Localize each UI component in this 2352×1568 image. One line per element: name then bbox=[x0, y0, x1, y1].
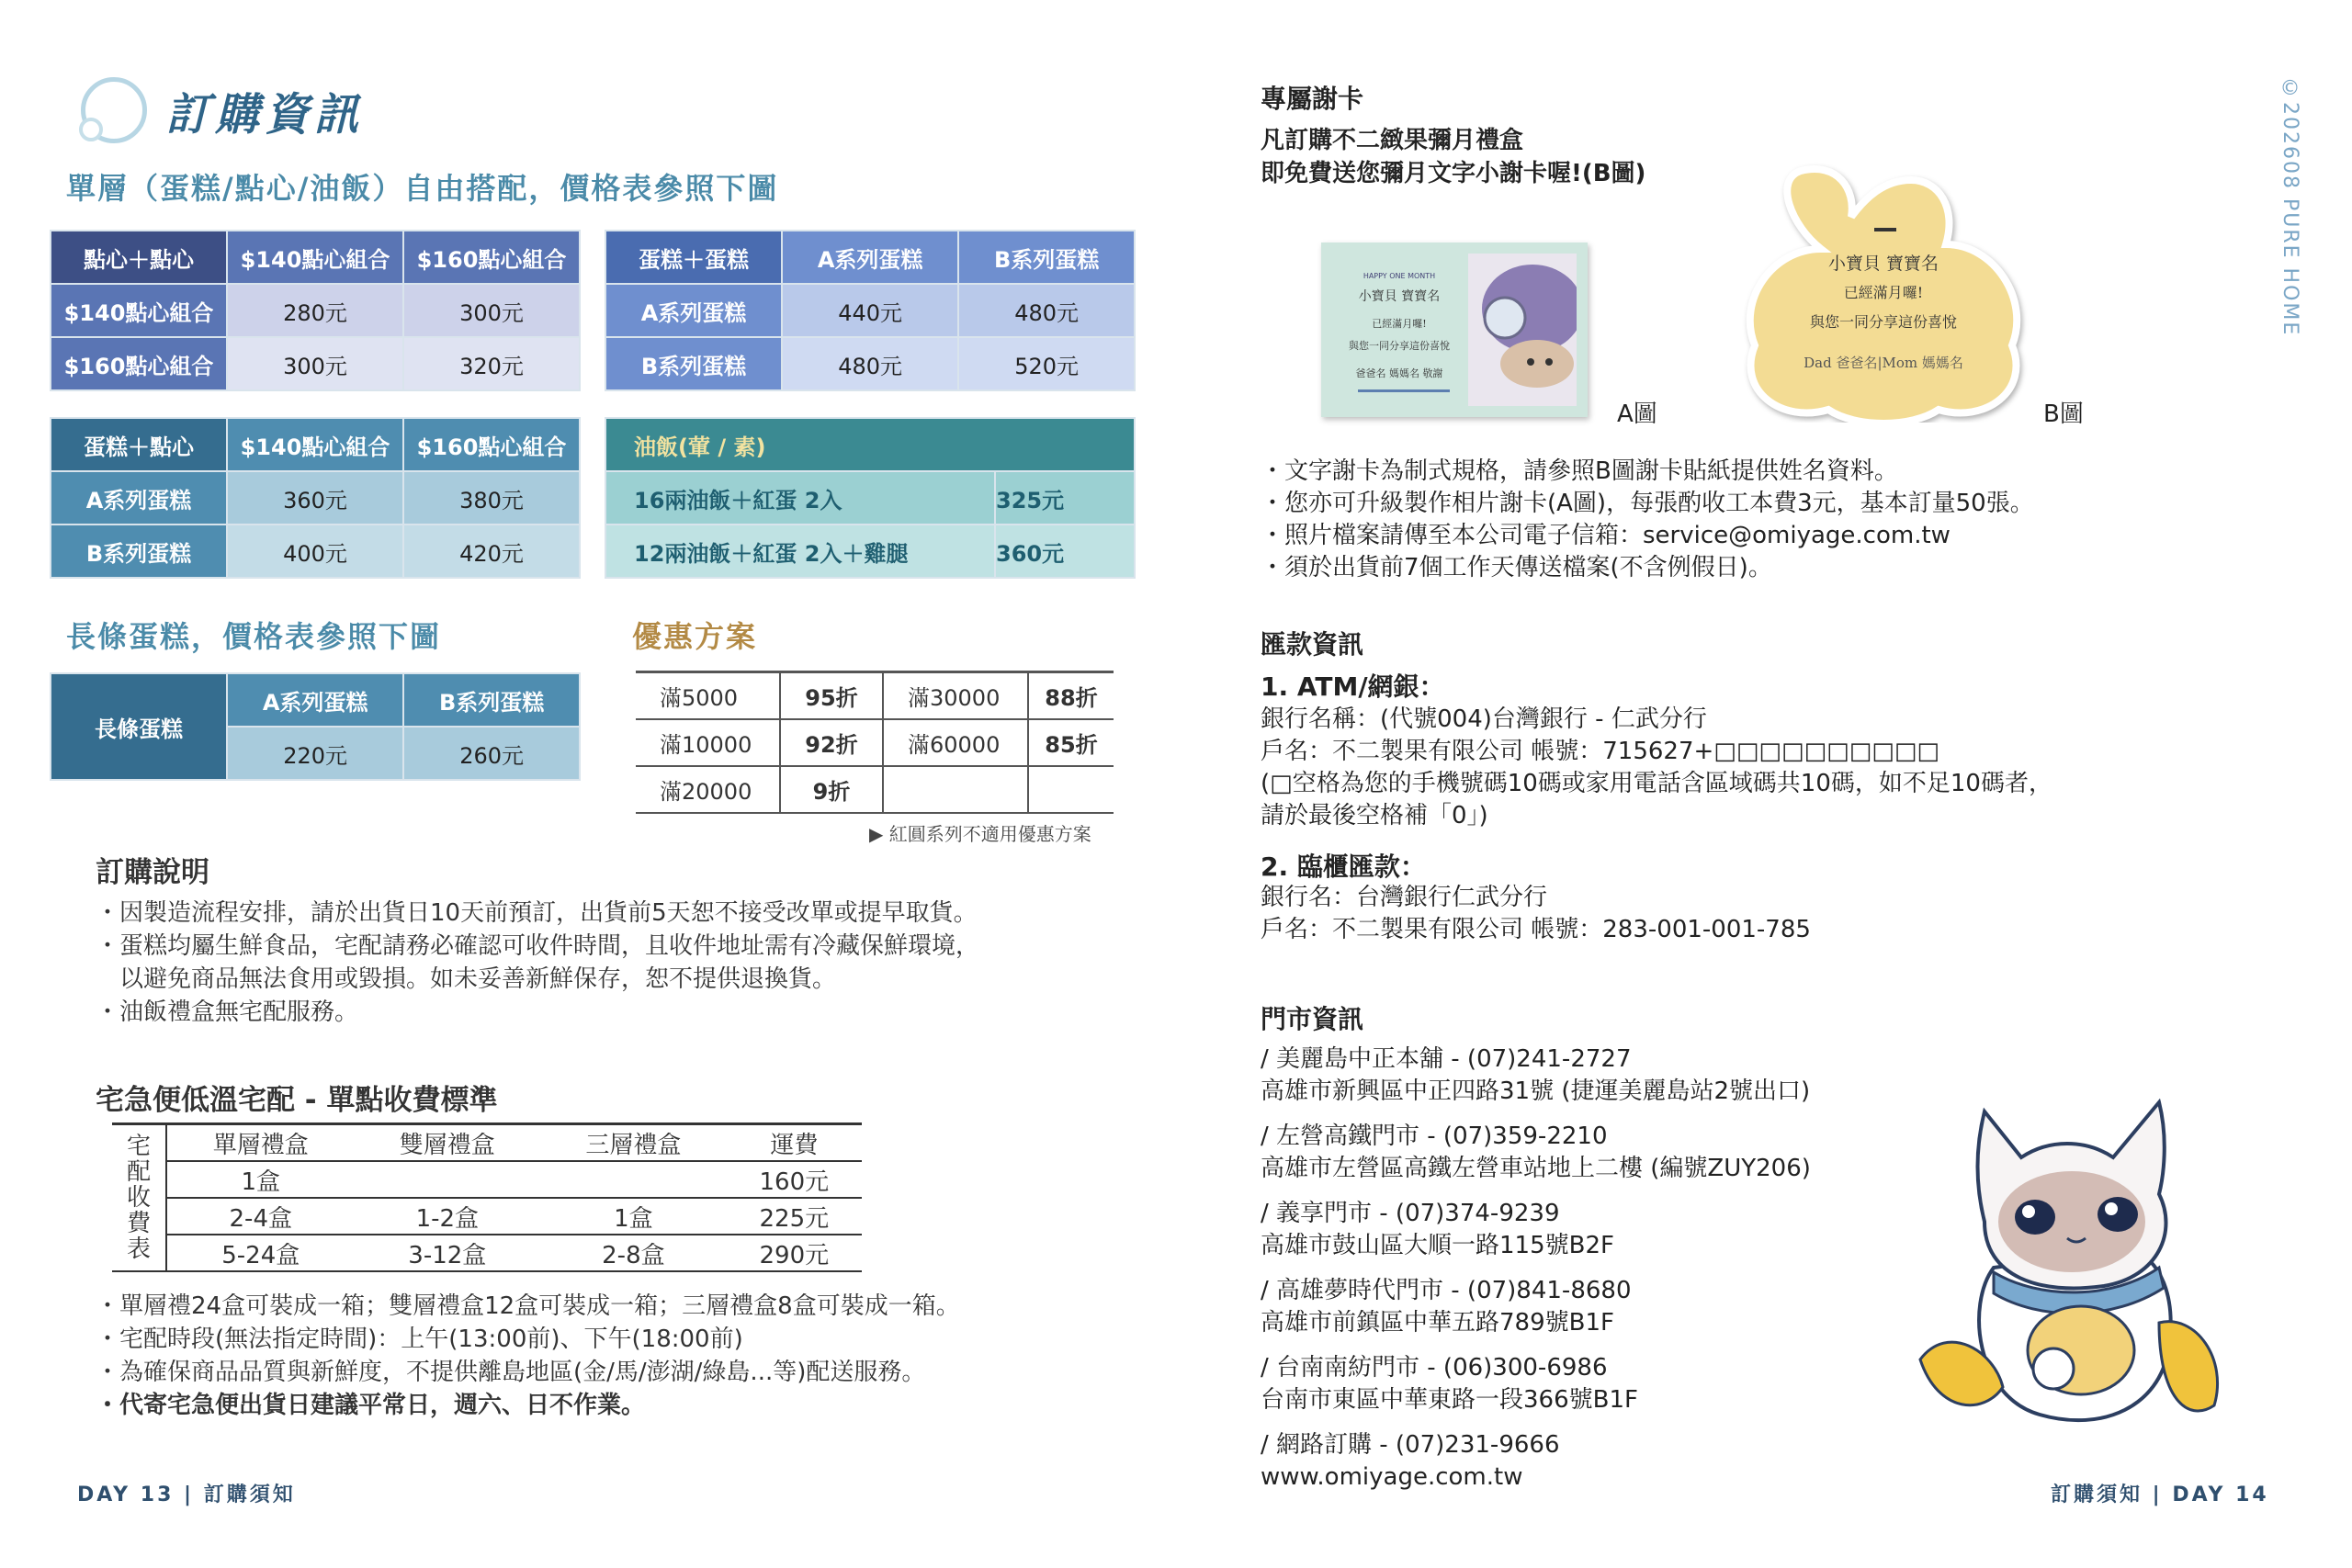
delivery-cell: 2-4盒 bbox=[166, 1198, 355, 1235]
card-a-line: 已經滿月囉! bbox=[1372, 318, 1427, 330]
table-header: $140點心組合 bbox=[227, 231, 403, 284]
price-cell: 480元 bbox=[958, 284, 1135, 337]
page-title: 訂購資訊 bbox=[165, 89, 365, 141]
discount-heading: 優惠方案 bbox=[632, 619, 758, 654]
discount-threshold: 滿30000 bbox=[883, 672, 1028, 720]
counter-line: 戶名：不二製果有限公司 帳號：283-001-001-785 bbox=[1261, 916, 1811, 943]
counter-details bbox=[1261, 882, 1811, 946]
oil-rice-table bbox=[605, 417, 1136, 579]
photo-card-a bbox=[1321, 243, 1588, 417]
store-name: / 左營高鐵門市 - (07)359-2210 bbox=[1261, 1122, 1608, 1150]
card-a-line: 爸爸名 媽媽名 敬謝 bbox=[1355, 367, 1443, 379]
copyright-vertical: ©202608 PURE HOME bbox=[2278, 77, 2301, 337]
long-cake-heading: 長條蛋糕，價格表參照下圖 bbox=[66, 619, 442, 654]
discount-threshold: 滿10000 bbox=[636, 719, 780, 766]
label-a: A圖 bbox=[1617, 400, 1657, 428]
row-label: $160點心組合 bbox=[51, 337, 227, 390]
price-cell: 480元 bbox=[782, 337, 958, 390]
left-footer: DAY 13 | 訂購須知 bbox=[77, 1483, 296, 1506]
price-cell: 520元 bbox=[958, 337, 1135, 390]
delivery-cell: 225元 bbox=[727, 1198, 862, 1235]
atm-line: (□空格為您的手機號碼10碼或家用電話含區域碼共10碼，如不足10碼者， bbox=[1261, 770, 2052, 797]
store-item bbox=[1261, 1198, 1811, 1262]
price-cell: 380元 bbox=[403, 471, 580, 525]
list-item: 以避免商品無法食用或毀損。如未妥善新鮮保存，恕不提供退換貨。 bbox=[119, 965, 837, 993]
price-cell: 420元 bbox=[403, 525, 580, 578]
counter-title: 2. 臨櫃匯款： bbox=[1261, 852, 1426, 882]
store-item bbox=[1261, 1275, 1811, 1339]
order-heading: 訂購說明 bbox=[96, 856, 209, 889]
list-item: ・單層禮24盒可裝成一箱；雙層禮盒12盒可裝成一箱；三層禮盒8盒可裝成一箱。 bbox=[96, 1292, 960, 1320]
table-header: $160點心組合 bbox=[403, 231, 580, 284]
delivery-col-header: 單層禮盒 bbox=[166, 1124, 355, 1162]
atm-line: 銀行名稱：(代號004)台灣銀行 - 仁武分行 bbox=[1261, 705, 1707, 733]
delivery-cell: 3-12盒 bbox=[355, 1235, 541, 1271]
delivery-cell: 5-24盒 bbox=[166, 1235, 355, 1271]
discount-table bbox=[636, 671, 1114, 814]
price-cell: 320元 bbox=[403, 337, 580, 390]
price-cell: 260元 bbox=[403, 727, 580, 780]
table-header: $140點心組合 bbox=[227, 418, 403, 471]
card-a-name: 小寶貝 寶寶名 bbox=[1358, 289, 1441, 304]
side-char: 費 bbox=[126, 1210, 151, 1237]
discount-rate: 88折 bbox=[1028, 672, 1114, 720]
discount-rate: 85折 bbox=[1028, 719, 1114, 766]
card-a-divider bbox=[1358, 389, 1450, 392]
store-list bbox=[1261, 1043, 1811, 1494]
table-header: 蛋糕＋蛋糕 bbox=[605, 231, 782, 284]
side-char: 表 bbox=[126, 1235, 151, 1263]
table-header: $160點心組合 bbox=[403, 418, 580, 471]
discount-note: ▶ 紅圓系列不適用優惠方案 bbox=[869, 823, 1091, 845]
discount-threshold bbox=[883, 766, 1028, 813]
store-address: 高雄市新興區中正四路31號 (捷運美麗島站2號出口) bbox=[1261, 1077, 1811, 1105]
cat-photo-image bbox=[1468, 254, 1577, 406]
delivery-heading: 宅急便低溫宅配 - 單點收費標準 bbox=[96, 1084, 498, 1117]
row-label: 長條蛋糕 bbox=[51, 673, 227, 780]
list-item: ・須於出貨前7個工作天傳送檔案(不含例假日)。 bbox=[1261, 554, 1772, 581]
card-a-small: HAPPY ONE MONTH bbox=[1363, 272, 1436, 280]
store-address: 高雄市左營區高鐵左營車站地上二樓 (編號ZUY206) bbox=[1261, 1155, 1811, 1182]
store-address: 台南市東區中華東路一段366號B1F bbox=[1261, 1386, 1638, 1414]
store-name: / 美麗島中正本舖 - (07)241-2727 bbox=[1261, 1045, 1632, 1073]
atm-line: 戶名：不二製果有限公司 帳號：715627+□□□□□□□□□□ bbox=[1261, 738, 1939, 765]
row-label: A系列蛋糕 bbox=[605, 284, 782, 337]
small-bubble-icon bbox=[79, 118, 103, 141]
store-item bbox=[1261, 1352, 1811, 1416]
price-cell: 360元 bbox=[227, 471, 403, 525]
table-header: 油飯(葷 / 素) bbox=[605, 418, 1135, 471]
price-cell: 300元 bbox=[403, 284, 580, 337]
card-b-line: 與您一同分享這份喜悅 bbox=[1809, 313, 1957, 331]
list-item: ・宅配時段(無法指定時間)：上午(13:00前)、下午(18:00前) bbox=[96, 1325, 743, 1353]
delivery-cell bbox=[540, 1161, 727, 1198]
atm-line: 請於最後空格補「0」) bbox=[1261, 802, 1488, 829]
table-header: A系列蛋糕 bbox=[782, 231, 958, 284]
delivery-col-header: 雙層禮盒 bbox=[355, 1124, 541, 1162]
row-label: B系列蛋糕 bbox=[605, 337, 782, 390]
snack-snack-table bbox=[50, 230, 581, 391]
store-item bbox=[1261, 1429, 1811, 1494]
price-cell: 220元 bbox=[227, 727, 403, 780]
atm-title: 1. ATM/網銀： bbox=[1261, 671, 1445, 702]
table-header: 點心＋點心 bbox=[51, 231, 227, 284]
side-char: 收 bbox=[126, 1184, 151, 1212]
counter-line: 銀行名：台灣銀行仁武分行 bbox=[1261, 884, 1548, 911]
card-b-line: Dad 爸爸名|Mom 媽媽名 bbox=[1804, 355, 1963, 371]
delivery-cell: 2-8盒 bbox=[540, 1235, 727, 1271]
table-header: B系列蛋糕 bbox=[403, 673, 580, 727]
list-item: ・您亦可升級製作相片謝卡(A圖)，每張酌收工本費3元，基本訂量50張。 bbox=[1261, 490, 2034, 517]
list-item: ・油飯禮盒無宅配服務。 bbox=[96, 998, 359, 1026]
discount-threshold: 滿60000 bbox=[883, 719, 1028, 766]
price-cell: 325元 bbox=[995, 471, 1135, 525]
table-header: A系列蛋糕 bbox=[227, 673, 403, 727]
store-name: / 義享門市 - (07)374-9239 bbox=[1261, 1200, 1560, 1227]
delivery-side-label bbox=[112, 1124, 166, 1272]
side-char: 宅 bbox=[126, 1133, 151, 1160]
store-item bbox=[1261, 1043, 1811, 1108]
store-name: / 台南南紡門市 - (06)300-6986 bbox=[1261, 1354, 1608, 1382]
cat-illustration bbox=[1883, 1084, 2233, 1442]
card-a-line: 與您一同分享這份喜悅 bbox=[1349, 340, 1450, 352]
order-notes bbox=[96, 897, 979, 1029]
website-link[interactable]: www.omiyage.com.tw bbox=[1261, 1463, 1523, 1491]
delivery-cell: 160元 bbox=[727, 1161, 862, 1198]
price-cell: 300元 bbox=[227, 337, 403, 390]
list-item: ・蛋糕均屬生鮮食品，宅配請務必確認可收件時間，且收件地址需有冷藏保鮮環境， bbox=[96, 932, 980, 960]
discount-rate: 9折 bbox=[780, 766, 883, 813]
row-label: $140點心組合 bbox=[51, 284, 227, 337]
card-notes bbox=[1261, 456, 2034, 584]
discount-threshold: 滿5000 bbox=[636, 672, 780, 720]
discount-rate: 92折 bbox=[780, 719, 883, 766]
delivery-cell: 1盒 bbox=[166, 1161, 355, 1198]
price-cell: 280元 bbox=[227, 284, 403, 337]
price-cell: 400元 bbox=[227, 525, 403, 578]
price-cell: 360元 bbox=[995, 525, 1135, 578]
delivery-col-header: 運費 bbox=[727, 1124, 862, 1162]
discount-threshold: 滿20000 bbox=[636, 766, 780, 813]
delivery-cell bbox=[355, 1161, 541, 1198]
store-name: / 網路訂購 - (07)231-9666 bbox=[1261, 1431, 1560, 1459]
row-label: 12兩油飯＋紅蛋 2入＋雞腿 bbox=[605, 525, 995, 578]
single-layer-heading: 單層（蛋糕/點心/油飯）自由搭配，價格表參照下圖 bbox=[66, 171, 779, 206]
delivery-col-header: 三層禮盒 bbox=[540, 1124, 727, 1162]
card-b-line: 已經滿月囉! bbox=[1843, 284, 1924, 301]
delivery-fee-table bbox=[112, 1122, 862, 1272]
delivery-notes bbox=[96, 1290, 960, 1422]
side-char: 配 bbox=[126, 1158, 151, 1186]
list-item: ・文字謝卡為制式規格，請參照B圖謝卡貼紙提供姓名資料。 bbox=[1261, 457, 1898, 485]
row-label: 16兩油飯＋紅蛋 2入 bbox=[605, 471, 995, 525]
card-line-2: 即免費送您彌月文字小謝卡喔!(B圖) bbox=[1261, 160, 1646, 187]
row-label: B系列蛋糕 bbox=[51, 525, 227, 578]
list-item: ・為確保商品品質與新鮮度，不提供離島地區(金/馬/澎湖/綠島...等)配送服務。 bbox=[96, 1359, 926, 1386]
long-cake-table bbox=[50, 672, 581, 781]
store-heading: 門市資訊 bbox=[1261, 1004, 1364, 1034]
store-item bbox=[1261, 1121, 1811, 1185]
payment-heading: 匯款資訊 bbox=[1261, 629, 1364, 660]
card-line-1: 凡訂購不二緻果彌月禮盒 bbox=[1261, 127, 1524, 154]
atm-details bbox=[1261, 704, 2052, 832]
discount-rate: 95折 bbox=[780, 672, 883, 720]
table-header: 蛋糕＋點心 bbox=[51, 418, 227, 471]
list-item: ・代寄宅急便出貨日建議平常日，週六、日不作業。 bbox=[96, 1392, 646, 1419]
card-b-name: 小寶貝 寶寶名 bbox=[1827, 254, 1939, 274]
store-address: 高雄市前鎮區中華五路789號B1F bbox=[1261, 1309, 1614, 1337]
store-name: / 高雄夢時代門市 - (07)841-8680 bbox=[1261, 1277, 1632, 1304]
price-cell: 440元 bbox=[782, 284, 958, 337]
delivery-cell: 1盒 bbox=[540, 1198, 727, 1235]
cake-snack-table bbox=[50, 417, 581, 579]
table-header: B系列蛋糕 bbox=[958, 231, 1135, 284]
list-item: ・因製造流程安排，請於出貨日10天前預訂，出貨前5天恕不接受改單或提早取貨。 bbox=[96, 899, 978, 927]
row-label: A系列蛋糕 bbox=[51, 471, 227, 525]
list-item: ・照片檔案請傳至本公司電子信箱：service@omiyage.com.tw bbox=[1261, 522, 1951, 549]
card-heading: 專屬謝卡 bbox=[1261, 84, 1364, 114]
delivery-cell: 290元 bbox=[727, 1235, 862, 1271]
cake-cake-table bbox=[605, 230, 1136, 391]
delivery-cell: 1-2盒 bbox=[355, 1198, 541, 1235]
right-footer: 訂購須知 | DAY 14 bbox=[2051, 1483, 2269, 1506]
label-b: B圖 bbox=[2043, 400, 2084, 428]
discount-rate bbox=[1028, 766, 1114, 813]
store-address: 高雄市鼓山區大順一路115號B2F bbox=[1261, 1232, 1614, 1259]
